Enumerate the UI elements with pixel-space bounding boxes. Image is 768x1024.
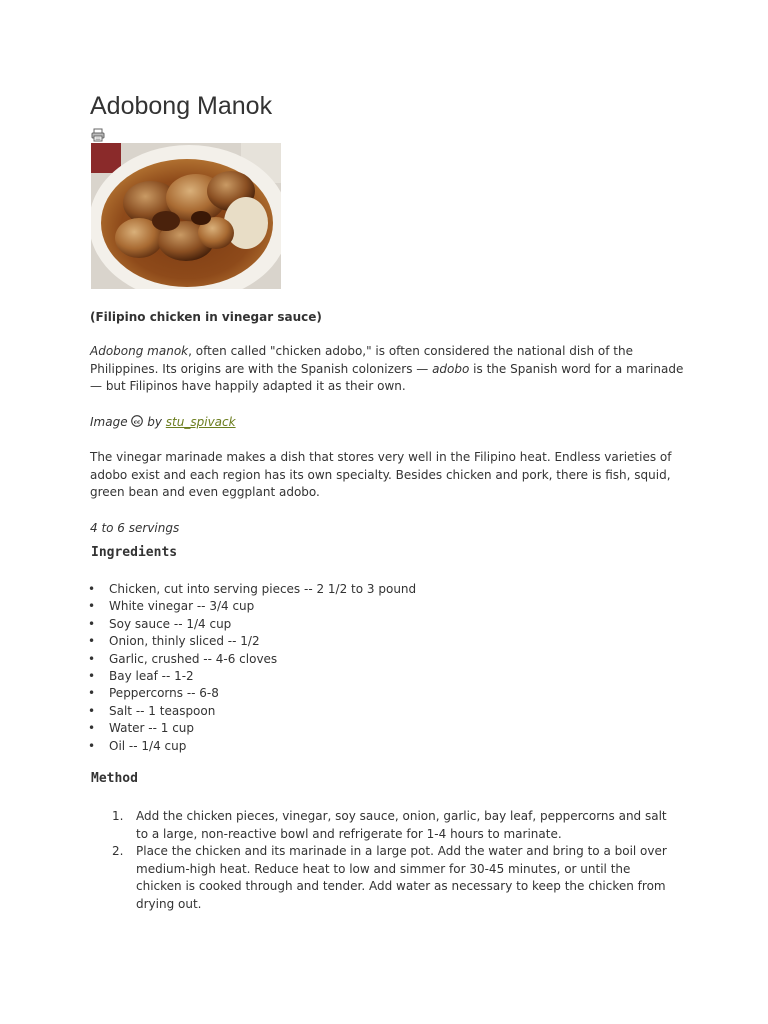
- ingredient-item: • Soy sauce -- 1/4 cup: [90, 616, 416, 633]
- author-link[interactable]: stu_spivack: [165, 415, 236, 429]
- method-list: [90, 808, 670, 913]
- ingredient-item: • Oil -- 1/4 cup: [90, 738, 416, 755]
- chicken-adobo-photo: [91, 143, 281, 289]
- creative-commons-icon[interactable]: [131, 415, 143, 427]
- method-step: [90, 843, 670, 913]
- svg-text:cc: cc: [134, 419, 141, 426]
- image-credit: [90, 414, 690, 432]
- method-heading: Method: [91, 771, 138, 786]
- dish-name: Adobong manok: [90, 344, 189, 358]
- ingredients-list: [90, 581, 416, 755]
- ingredients-heading: Ingredients: [91, 545, 178, 560]
- credit-by: by: [147, 415, 162, 429]
- method-step: [90, 808, 670, 843]
- page-title: Adobong Manok: [90, 92, 273, 120]
- recipe-subtitle: (Filipino chicken in vinegar sauce): [90, 310, 322, 324]
- step-number: 2.: [112, 844, 124, 858]
- ingredient-item: • Salt -- 1 teaspoon: [90, 703, 416, 720]
- step-text: Add the chicken pieces, vinegar, soy sauce, onion, garlic, bay leaf, peppercorns and salt to a large, non-reactive bowl and refrigerate for 1-4 hours to marinate.: [136, 809, 667, 841]
- ingredient-item: • Bay leaf -- 1-2: [90, 668, 416, 685]
- ingredient-item: • Chicken, cut into serving pieces -- 2 1/2 to 3 pound: [90, 581, 416, 598]
- step-number: 1.: [112, 809, 124, 823]
- ingredient-item: • Garlic, crushed -- 4-6 cloves: [90, 651, 416, 668]
- body-paragraph: The vinegar marinade makes a dish that stores very well in the Filipino heat. Endless varieties of adobo exist and each region has its own specialty. Besides chicken and pork, there is fish, squid, green bean and even eggplant adobo.: [90, 450, 672, 499]
- ingredient-item: • Peppercorns -- 6-8: [90, 685, 416, 702]
- intro-part2: is the Spanish word for a marinade — but Filipinos have happily adapted it as their own.: [90, 361, 684, 393]
- credit-prefix: Image: [90, 415, 128, 429]
- printer-icon[interactable]: [91, 127, 105, 141]
- intro-paragraph: [90, 343, 690, 396]
- step-text: Place the chicken and its marinade in a large pot. Add the water and bring to a boil over medium-high heat. Reduce heat to low and simmer for 30-45 minutes, or until the chicken is cooked through and tender. Add water as necessary to keep the chicken from drying out.: [136, 844, 667, 911]
- ingredient-item: • Water -- 1 cup: [90, 720, 416, 737]
- ingredient-item: • White vinegar -- 3/4 cup: [90, 598, 416, 615]
- ingredient-item: • Onion, thinly sliced -- 1/2: [90, 633, 416, 650]
- adobo-word: adobo: [432, 361, 470, 376]
- servings: 4 to 6 servings: [90, 521, 180, 535]
- intro-part1: , often called "chicken adobo," is often considered the national dish of the Philippines. Its origins are with the Spanish colonizers —: [90, 344, 633, 376]
